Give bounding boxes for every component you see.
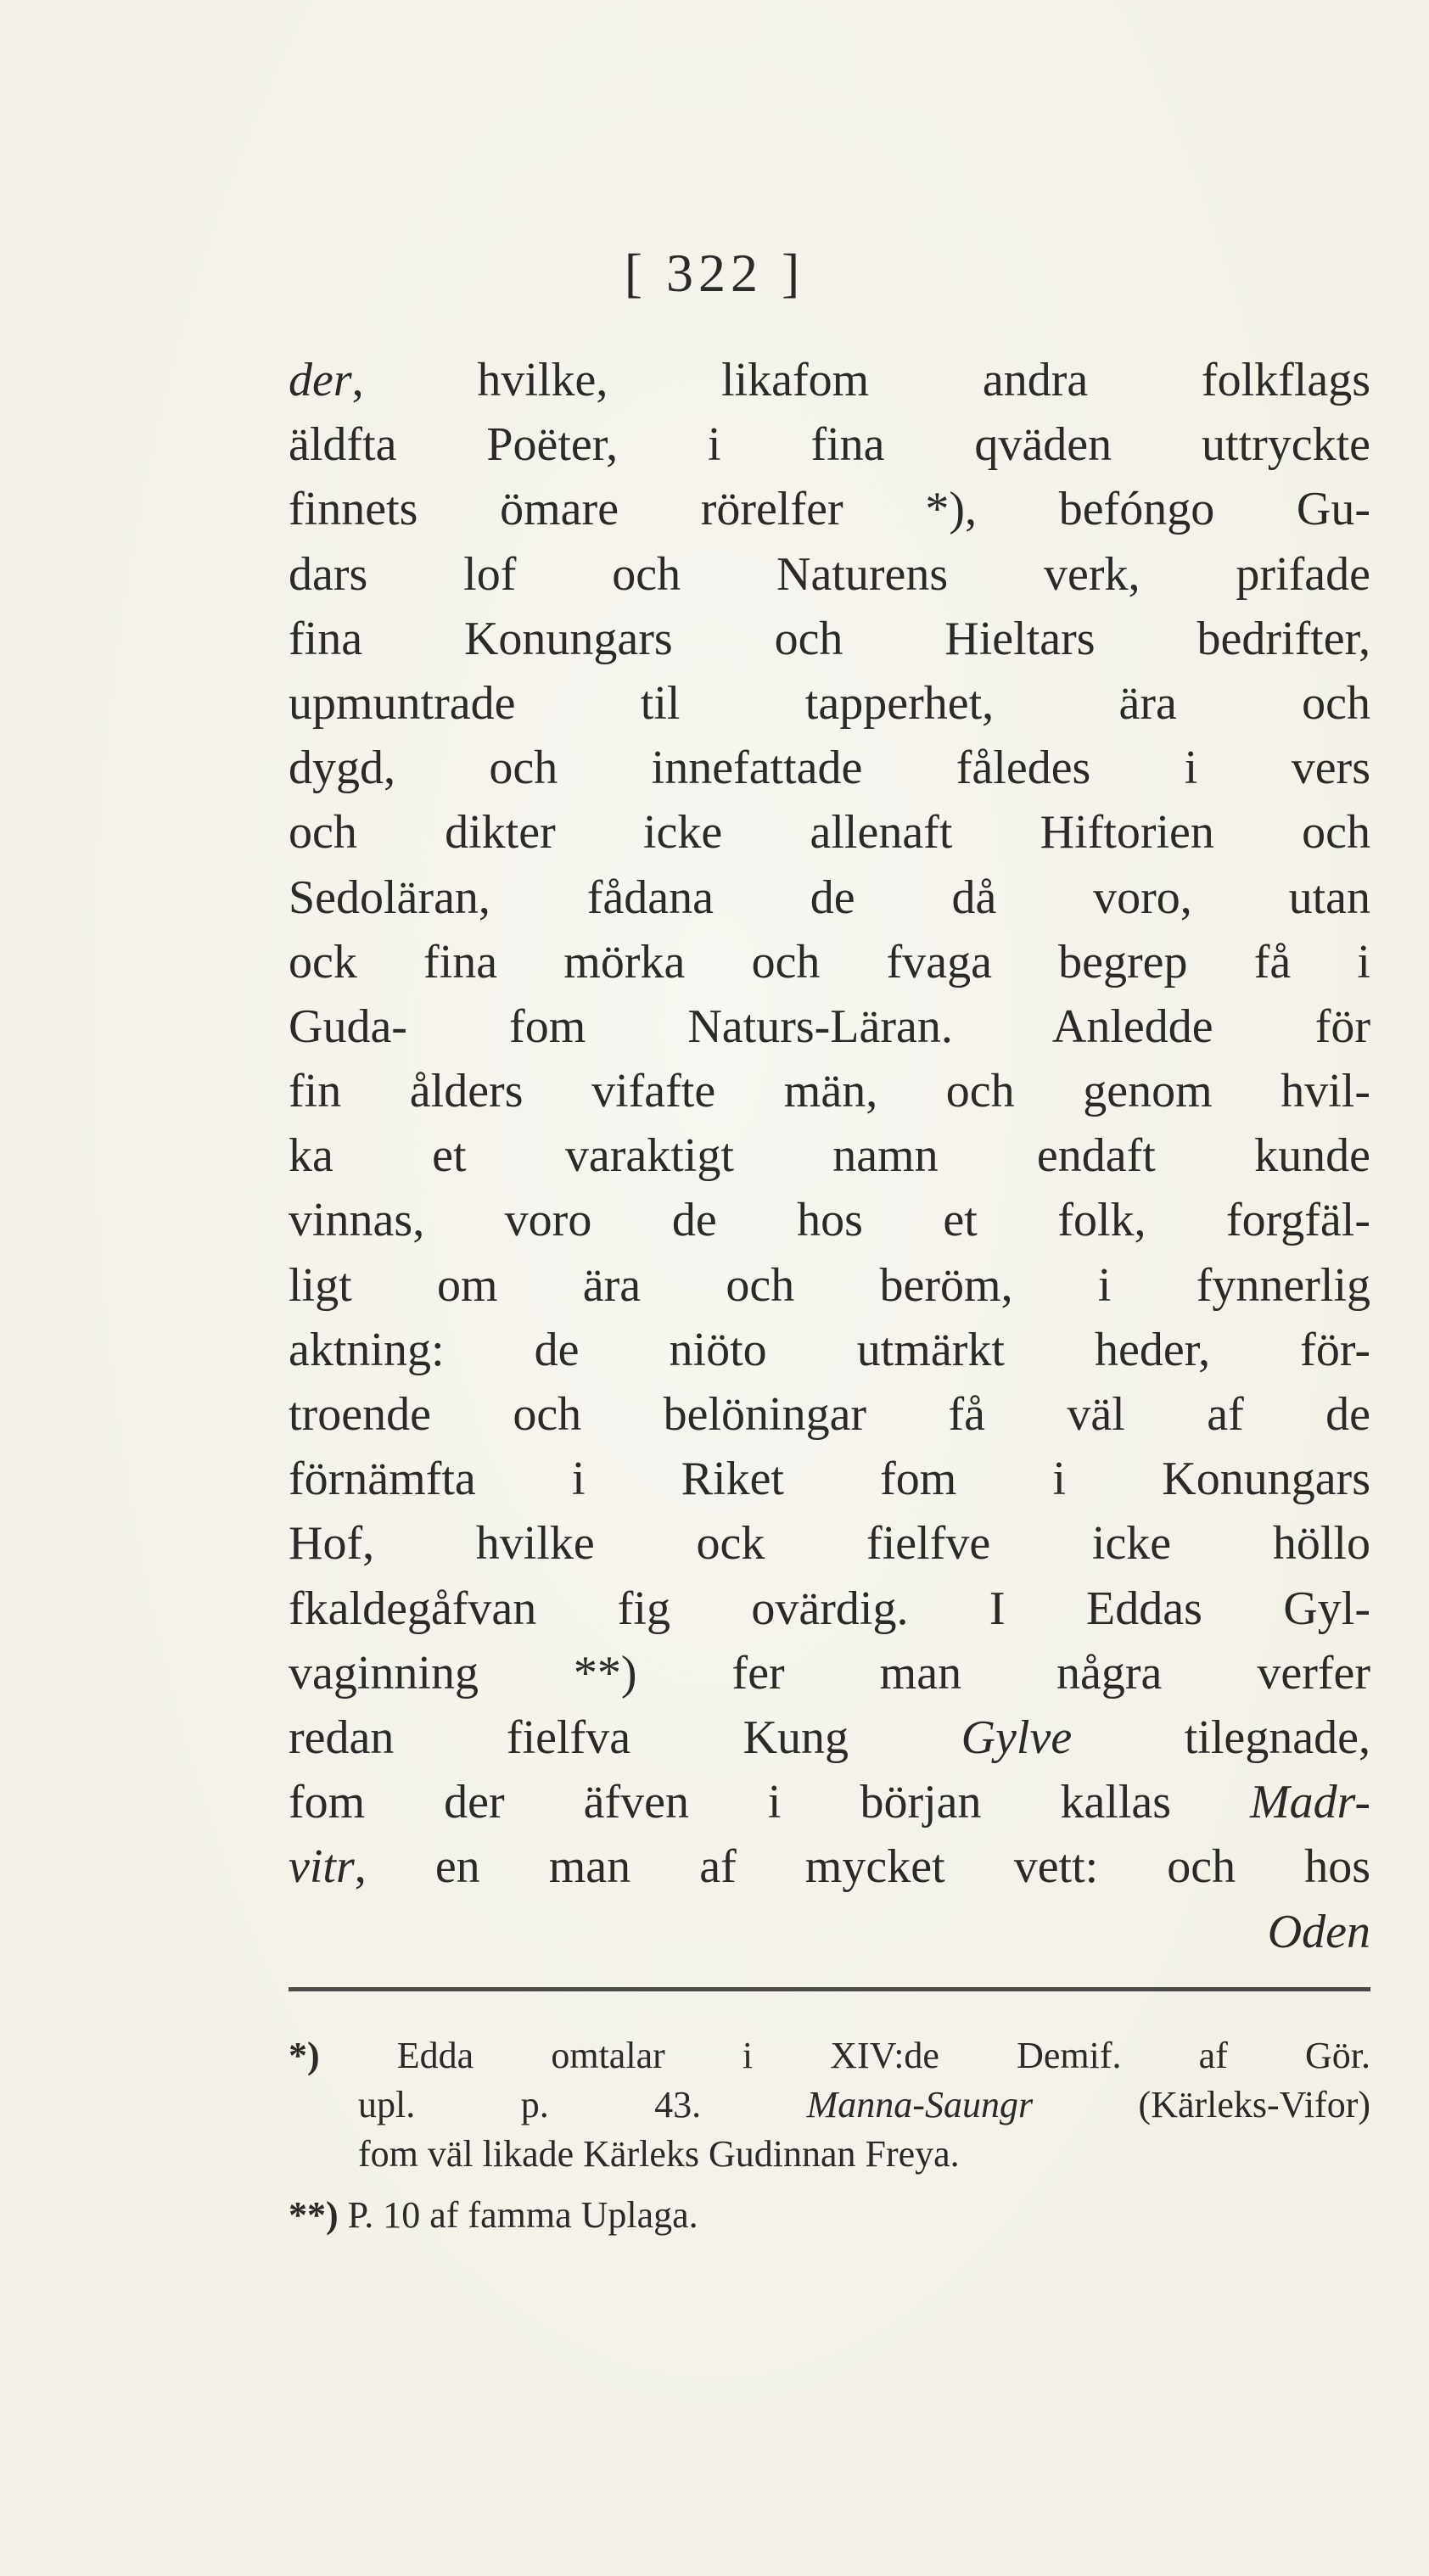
text-line-19: Hof, hvilke ock fielfve icke höllo: [289, 1517, 1370, 1571]
italic-word: der: [289, 354, 352, 406]
text-line-6: upmuntrade til tapperhet, ära och: [289, 676, 1370, 730]
line-text: , hvilke, likafom andra folkflags: [351, 354, 1370, 406]
italic-word: vitr: [289, 1840, 355, 1894]
text-line-16: aktning: de niöto utmärkt heder, för-: [289, 1323, 1370, 1376]
main-text: [289, 348, 1370, 1964]
footnote-1-line-2: [289, 2081, 1370, 2131]
italic-word: Gylve: [961, 1711, 1073, 1764]
text-line-22: [289, 1705, 1370, 1770]
text-line-3: finnets ömare rörelfer *), befóngo Gu-: [289, 483, 1370, 536]
text-line-1: [289, 348, 1370, 412]
text-line-24: [289, 1834, 1370, 1899]
line-text: redan fielfva Kung: [289, 1711, 961, 1764]
text-line-12: fin ålders vifafte män, och genom hvil-: [289, 1065, 1370, 1118]
footnote-1-line-1: [289, 2032, 1370, 2081]
footnote-text: upl. p. 43.: [358, 2084, 807, 2125]
page-header: [0, 242, 1429, 305]
header-close-bracket: ]: [782, 243, 805, 303]
italic-word: Madr-: [1250, 1776, 1370, 1829]
text-line-21: vaginning **) fer man några verfer: [289, 1646, 1370, 1700]
footnote-text: (Kärleks-Vifor): [1033, 2084, 1370, 2125]
text-line-8: och dikter icke allenaft Hiftorien och: [289, 806, 1370, 860]
text-line-5: fina Konungars och Hieltars bedrifter,: [289, 612, 1370, 665]
page-number: 322: [666, 243, 763, 303]
text-line-14: vinnas, voro de hos et folk, forgfäl-: [289, 1194, 1370, 1247]
text-line-23: [289, 1770, 1370, 1834]
line-text: tilegnade,: [1072, 1711, 1370, 1764]
text-line-2: äldfta Poëter, i fina qväden uttryckte: [289, 418, 1370, 472]
text-line-18: förnämfta i Riket fom i Konungars: [289, 1453, 1370, 1506]
line-text: fom der äfven i början kallas: [289, 1776, 1251, 1829]
footnote-mark: **): [289, 2194, 339, 2236]
footnote-text: Edda omtalar i XIV:de Demif. af Gör.: [319, 2035, 1370, 2076]
text-line-4: dars lof och Naturens verk, prifade: [289, 547, 1370, 601]
italic-word: Oden: [1267, 1905, 1370, 1958]
footnote-text: P. 10 af famma Uplaga.: [338, 2194, 698, 2236]
footnote-divider: [289, 1987, 1370, 1991]
text-line-10: ock fina mörka och fvaga begrep få i: [289, 935, 1370, 988]
header-open-bracket: [: [624, 243, 647, 303]
text-line-13: ka et varaktigt namn endaft kunde: [289, 1129, 1370, 1183]
footnote-2-line-1: [289, 2192, 1370, 2241]
catchword: [289, 1900, 1370, 1964]
italic-word: Manna-Saungr: [806, 2084, 1034, 2125]
text-line-15: ligt om ära och beröm, i fynnerlig: [289, 1258, 1370, 1312]
footnotes: [289, 2032, 1370, 2241]
text-line-9: Sedoläran, fådana de då voro, utan: [289, 871, 1370, 924]
text-line-11: Guda- fom Naturs-Läran. Anledde för: [289, 1000, 1370, 1053]
text-line-7: dygd, och innefattade fåledes i vers: [289, 742, 1370, 795]
text-line-17: troende och belöningar få väl af de: [289, 1388, 1370, 1441]
footnote-mark: *): [289, 2035, 320, 2076]
footnote-1-line-3: fom väl likade Kärleks Gudinnan Freya.: [358, 2133, 960, 2175]
text-line-20: fkaldegåfvan fig ovärdig. I Eddas Gyl-: [289, 1582, 1370, 1635]
line-text: , en man af mycket vett: och hos: [354, 1840, 1370, 1894]
